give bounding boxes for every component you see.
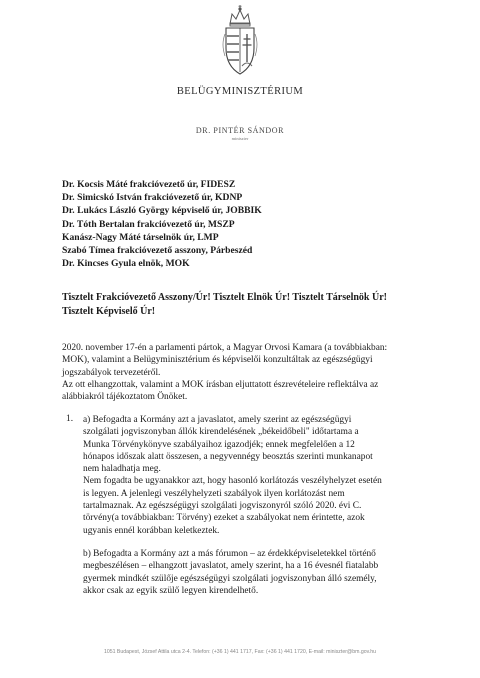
point-a-line: törvény(a továbbiakban: Törvény) ezeket a szabályokat nem érintette, azok	[83, 513, 365, 524]
intro-line: MOK), valamint a Belügyminisztérium és képviselői konzultáltak az egészségügyi	[62, 355, 373, 366]
point-a-line: hónapos időszak alatt összesen, a negyvennégy beosztás szerinti munkanapot	[83, 451, 373, 462]
intro-line: 2020. november 17-én a parlamenti pártok, a Magyar Orvosi Kamara (a továbbiakban:	[62, 343, 388, 353]
point-b-line: megbeszélésen – elhangzott javaslatot, amely szerint, ha a 16 évesnél fiatalabb	[83, 561, 379, 572]
recipient-line: Dr. Tóth Bertalan frakcióvezető úr, MSZP	[62, 218, 235, 230]
signer-role: miniszter	[231, 136, 249, 141]
hungarian-coat-of-arms-icon	[220, 4, 260, 76]
recipient-line: Dr. Kincses Gyula elnök, MOK	[62, 258, 190, 270]
point-b-paragraph	[83, 548, 424, 597]
recipient-list	[62, 178, 462, 270]
point-number: 1.	[66, 414, 74, 424]
point-a-line: is legyen. A jelenlegi veszélyhelyzeti szabályok ilyen korlátozást nem	[83, 488, 345, 499]
point-b-line: akkor csak az egyik szülő legyen kirendelhető.	[83, 585, 259, 596]
salutation-line: Tisztelt Frakcióvezető Asszony/Úr! Tisztelt Elnök Úr! Tisztelt Társelnök Úr!	[62, 292, 387, 303]
point-a-paragraph	[83, 414, 424, 537]
recipient-line: Dr. Lukács László György képviselő úr, JOBBIK	[62, 205, 262, 217]
recipient-line: Szabó Tímea frakcióvezető asszony, Párbeszéd	[62, 245, 253, 257]
point-a-line: Nem fogadta be ugyanakkor azt, hogy hasonló korlátozás veszélyhelyzet esetén	[83, 476, 382, 487]
recipient-line: Kanász-Nagy Máté társelnök úr, LMP	[62, 231, 219, 243]
point-a-line: Munka Törvénykönyve szabályaihoz igazodjék; ennek megfelelően a 12	[83, 439, 355, 450]
signer-name: DR. PINTÉR SÁNDOR	[195, 126, 285, 135]
intro-line: Az ott elhangzottak, valamint a MOK írásban eljuttatott észrevételeire reflektálva az	[62, 379, 379, 390]
intro-paragraph	[62, 342, 424, 403]
point-a-line: tartalmaznak. Az egészségügyi szolgálati jogviszonyról szóló 2020. évi C.	[83, 501, 362, 512]
point-a-line: szolgálati jogviszonyban állók kirendelésének „békeidőbeli" időtartama a	[83, 427, 359, 438]
salutation-line: Tisztelt Képviselő Úr!	[62, 305, 156, 317]
footer-contact: 1051 Budapest, József Attila utca 2-4. Telefon: (+36 1) 441 1717, Fax: (+36 1) 441 1720, E-mail: miniszter@bm.gov.hu	[103, 649, 377, 655]
point-a-line: nem haladhatja meg.	[83, 464, 161, 475]
ministry-name: BELÜGYMINISZTÉRIUM	[176, 86, 304, 97]
intro-line: jogszabályok tervezetéről.	[62, 367, 161, 378]
salutation	[62, 291, 424, 319]
intro-line: alábbiakról tájékoztatom Önöket.	[62, 392, 188, 403]
recipient-line: Dr. Kocsis Máté frakcióvezető úr, FIDESZ	[62, 179, 236, 190]
recipient-line: Dr. Simicskó István frakcióvezető úr, KDNP	[62, 192, 243, 204]
point-a-line: ugyanis ennél korábban keletkeztek.	[83, 525, 220, 536]
point-b-line: b) Befogadta a Kormány azt a más fórumon – az érdekképviseletekkel történő	[83, 549, 376, 559]
point-a-line: a) Befogadta a Kormány azt a javaslatot, amely szerint az egészségügyi	[83, 415, 352, 425]
point-b-line: gyermek mindkét szülője egészségügyi szolgálati jogviszonyban álló személy,	[83, 573, 377, 584]
